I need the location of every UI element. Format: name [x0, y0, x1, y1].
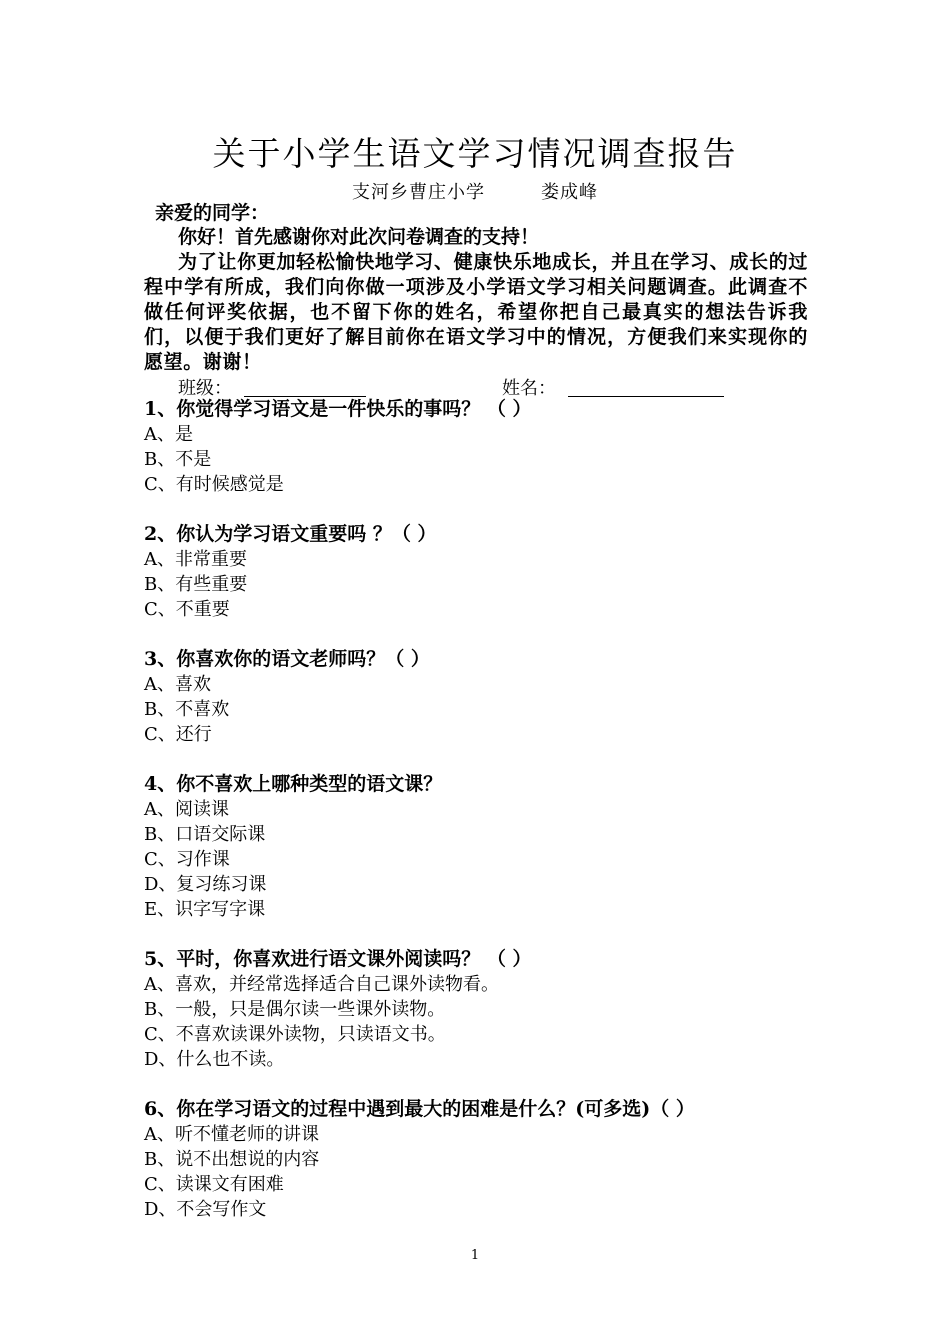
- question-option: A、喜欢: [144, 674, 211, 695]
- question-title: 5、平时，你喜欢进行语文课外阅读吗？ （ ）: [144, 948, 532, 970]
- question-option: E、识字写字课: [144, 899, 266, 920]
- question-option: D、什么也不读。: [144, 1049, 285, 1070]
- question-title: 3、你喜欢你的语文老师吗？（ ）: [144, 648, 430, 670]
- question-option: A、喜欢，并经常选择适合自己课外读物看。: [144, 974, 499, 995]
- question-option: B、口语交际课: [144, 824, 266, 845]
- question-title: 1、你觉得学习语文是一件快乐的事吗？ （ ）: [144, 398, 532, 420]
- name-label: 姓名：: [502, 378, 556, 399]
- question-option: D、复习练习课: [144, 874, 267, 895]
- intro-paragraph-1: 你好！首先感谢你对此次问卷调查的支持！: [178, 226, 540, 248]
- question-title: 6、你在学习语文的过程中遇到最大的困难是什么？(可多选)（ ）: [144, 1098, 695, 1120]
- question-option: B、不喜欢: [144, 699, 230, 720]
- question-option: C、不喜欢读课外读物，只读语文书。: [144, 1024, 446, 1045]
- question-option: B、一般，只是偶尔读一些课外读物。: [144, 999, 446, 1020]
- author-name: 娄成峰: [541, 182, 598, 203]
- intro-paragraph-2: 为了让你更加轻松愉快地学习、健康快乐地成长，并且在学习、成长的过程中学有所成，我们向你做一项涉及小学语文学习相关问题调查。此调查不做任何评奖依据，也不留下你的姓名，希望你把自己最真实的想法告诉我们，以便于我们更好了解目前你在语文学习中的情况，方便我们来实现你的愿望。谢谢！: [144, 251, 808, 373]
- school-name: 支河乡曹庄小学: [352, 182, 485, 203]
- question-option: A、是: [144, 424, 193, 445]
- question-2: [144, 522, 824, 622]
- question-option: C、习作课: [144, 849, 230, 870]
- question-option: D、不会写作文: [144, 1199, 267, 1220]
- page-title: 关于小学生语文学习情况调查报告: [212, 134, 738, 173]
- question-option: C、还行: [144, 724, 212, 745]
- question-option: B、有些重要: [144, 574, 248, 595]
- question-option: B、不是: [144, 449, 212, 470]
- question-option: C、有时候感觉是: [144, 474, 284, 495]
- question-4: [144, 772, 824, 922]
- question-option: A、非常重要: [144, 549, 247, 570]
- question-option: A、听不懂老师的讲课: [144, 1124, 319, 1145]
- question-3: [144, 647, 824, 747]
- question-option: B、说不出想说的内容: [144, 1149, 320, 1170]
- question-6: [144, 1097, 824, 1222]
- question-1: [144, 397, 824, 497]
- page-number: 1: [470, 1248, 480, 1263]
- question-list: [144, 397, 824, 1247]
- question-option: C、不重要: [144, 599, 230, 620]
- question-5: [144, 947, 824, 1072]
- question-title: 4、你不喜欢上哪种类型的语文课？: [144, 773, 443, 795]
- question-title: 2、你认为学习语文重要吗 ？（ ）: [144, 523, 437, 545]
- greeting: 亲爱的同学：: [155, 202, 270, 224]
- question-option: A、阅读课: [144, 799, 229, 820]
- class-label: 班级：: [178, 378, 232, 399]
- question-option: C、读课文有困难: [144, 1174, 284, 1195]
